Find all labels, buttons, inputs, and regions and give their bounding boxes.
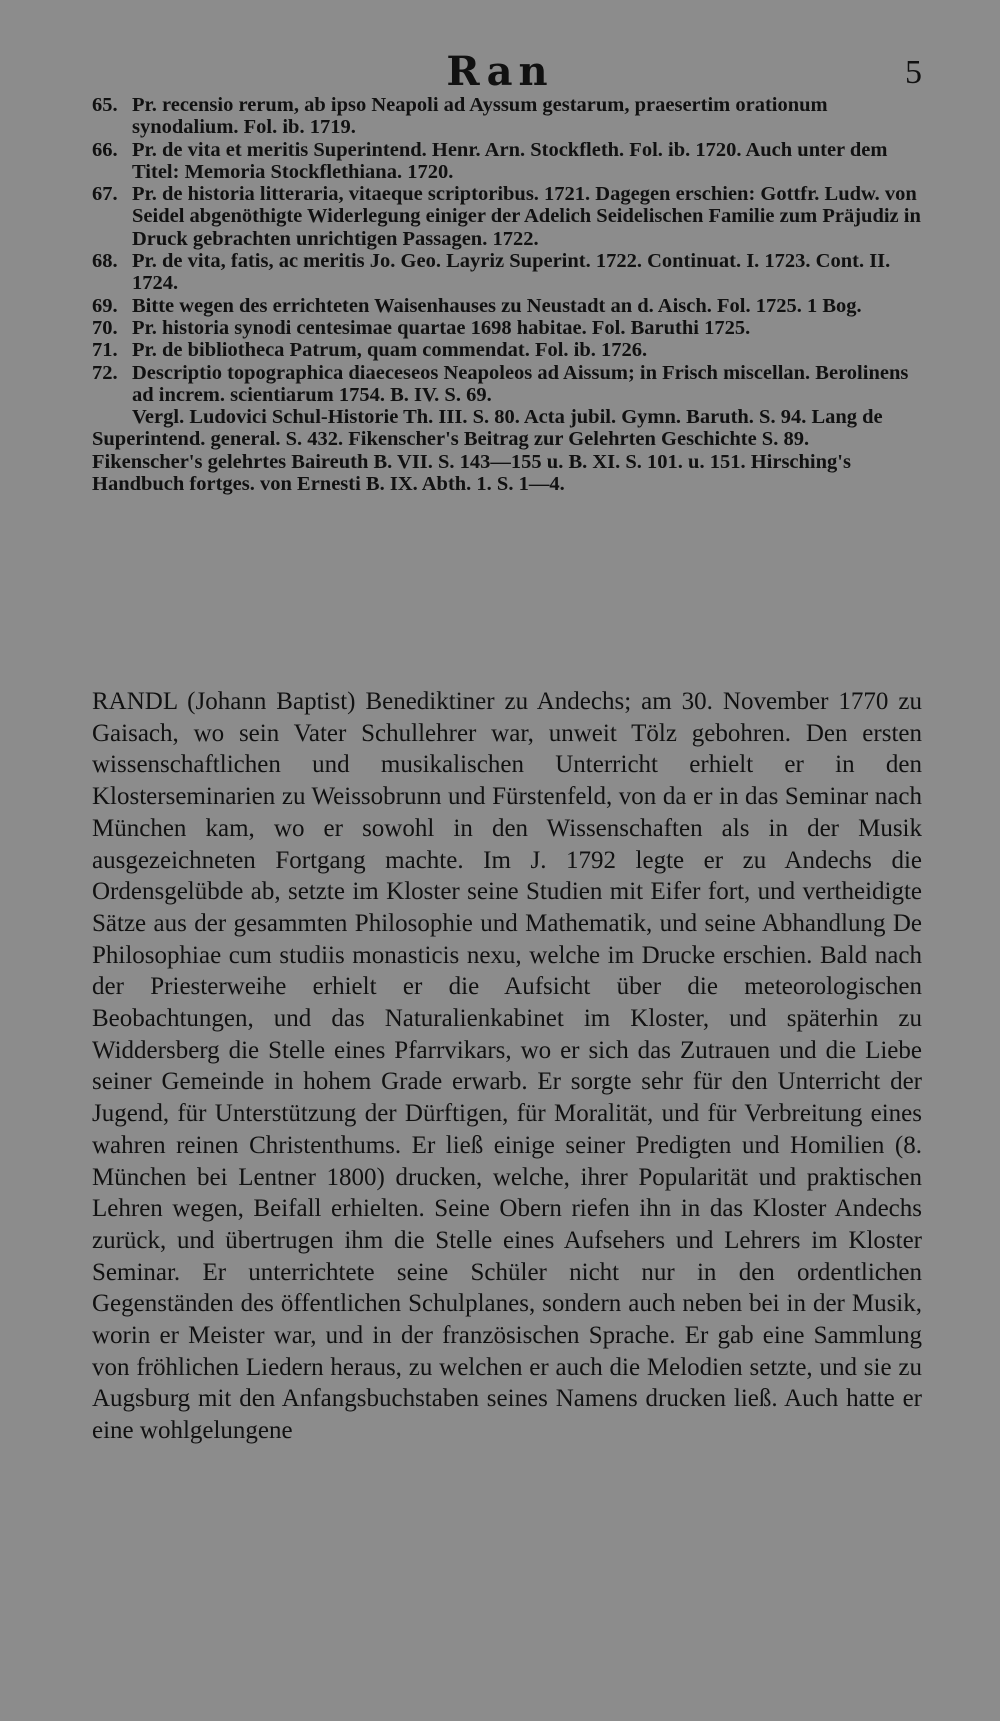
bibliography-entry	[92, 139, 922, 184]
entry-number: 71.	[92, 339, 118, 362]
page-number: 5	[905, 54, 922, 91]
running-head: Ran	[446, 48, 554, 95]
bibliography-entry	[92, 317, 922, 339]
bibliography-entry	[92, 250, 922, 295]
entry-number: 68.	[92, 250, 118, 273]
bibliography-entry	[92, 295, 922, 317]
entry-number: 65.	[92, 94, 118, 116]
entry-number: 69.	[92, 294, 118, 317]
entry-number: 70.	[92, 316, 118, 339]
article-paragraph: RANDL (Johann Baptist) Benediktiner zu Andechs; am 30. November 1770 zu Gaisach, wo sein Vater Schullehrer war, unweit Tölz gebohren. Den ersten wissenschaftlichen und musikalischen Unterricht erhielt er in den Klosterseminarien zu Weissobrunn und Fürstenfeld, von da er in das Seminar nach München kam, wo er sowohl in den Wissenschaften als in der Musik ausgezeichneten Fortgang machte. Im J. 1792 legte er zu Andechs die Ordensgelübde ab, setzte im Kloster seine Studien mit Eifer fort, und vertheidigte Sätze aus der gesammten Philosophie und Mathematik, und seine Abhandlung De Philosophiae cum studiis monasticis nexu, welche im Drucke erschien. Bald nach der Priesterweihe erhielt er die Aufsicht über die meteorologischen Beobachtungen, und das Naturalienkabinet im Kloster, und späterhin zu Widdersberg die Stelle eines Pfarrvikars, wo er sich das Zutrauen und die Liebe seiner Gemeinde in hohem Grade erwarb. Er sorgte sehr für den Unterricht der Jugend, für Unterstützung der Dürftigen, für Moralität, und für Verbreitung eines wahren reinen Christenthums. Er ließ einige seiner Predigten und Homilien (8. München bei Lentner 1800) drucken, welche, ihrer Popularität und praktischen Lehren wegen, Beifall erhielten. Seine Obern riefen ihn in das Kloster Andechs zurück, und übertrugen ihm die Stelle eines Aufsehers und Lehrers im Kloster Seminar. Er unterrichtete seine Schüler nicht nur in den ordentlichen Gegenständen des öffentlichen Schulplanes, sondern auch neben bei in der Musik, worin er Meister war, und in der französischen Sprache. Er gab eine Sammlung von fröhlichen Liedern heraus, zu welchen er auch die Melodien setzte, und sie zu Augsburg mit den Anfangsbuchstaben seines Namens drucken ließ. Auch hatte er eine wohlgelungene	[92, 688, 922, 1445]
entry-number: 72.	[92, 361, 118, 384]
bibliography-section	[92, 94, 922, 495]
entry-number: 67.	[92, 183, 118, 206]
references-note: Vergl. Ludovici Schul-Historie Th. III. S. 80. Acta jubil. Gymn. Baruth. S. 94. Lang de Superintend. general. S. 432. Fikenscher's Beitrag zur Gelehrten Geschichte S. 89. Fikenscher's gelehrtes Baireuth B. VII. S. 143—155 u. B. XI. S. 101. u. 151. Hirsching's Handbuch fortges. von Ernesti B. IX. Abth. 1. S. 1—4.	[92, 406, 883, 496]
entry-text: Pr. de bibliotheca Patrum, quam commendat. Fol. ib. 1726.	[132, 339, 648, 362]
article-body	[92, 686, 922, 1447]
entry-text: Bitte wegen des errichteten Waisenhauses zu Neustadt an d. Aisch. Fol. 1725. 1 Bog.	[132, 294, 862, 317]
bibliography-entry	[92, 94, 922, 139]
entry-text: Pr. de vita et meritis Superintend. Henr. Arn. Stockfleth. Fol. ib. 1720. Auch unter dem Titel: Memoria Stockflethiana. 1720.	[132, 138, 888, 183]
bibliography-entry	[92, 183, 922, 250]
entry-number: 66.	[92, 138, 118, 161]
bibliography-entry	[92, 339, 922, 361]
entry-text: Descriptio topographica diaeceseos Neapoleos ad Aissum; in Frisch miscellan. Berolinens ad increm. scientiarum 1754. B. IV. S. 69.	[132, 361, 909, 406]
entry-text: Pr. historia synodi centesimae quartae 1698 habitae. Fol. Baruthi 1725.	[132, 316, 751, 339]
bibliography-entry	[92, 362, 922, 407]
entry-text: Pr. de historia litteraria, vitaeque scriptoribus. 1721. Dagegen erschien: Gottfr. Ludw. von Seidel abgenöthigte Widerlegung einiger der Adelich Seidelischen Familie zum Präjudiz in Druck gebrachten unrichtigen Passagen. 1722.	[132, 183, 921, 250]
entry-text: Pr. recensio rerum, ab ipso Neapoli ad Ayssum gestarum, praesertim orationum synodalium. Fol. ib. 1719.	[132, 94, 828, 139]
entry-text: Pr. de vita, fatis, ac meritis Jo. Geo. Layriz Superint. 1722. Continuat. I. 1723. Cont. II. 1724.	[132, 250, 891, 295]
